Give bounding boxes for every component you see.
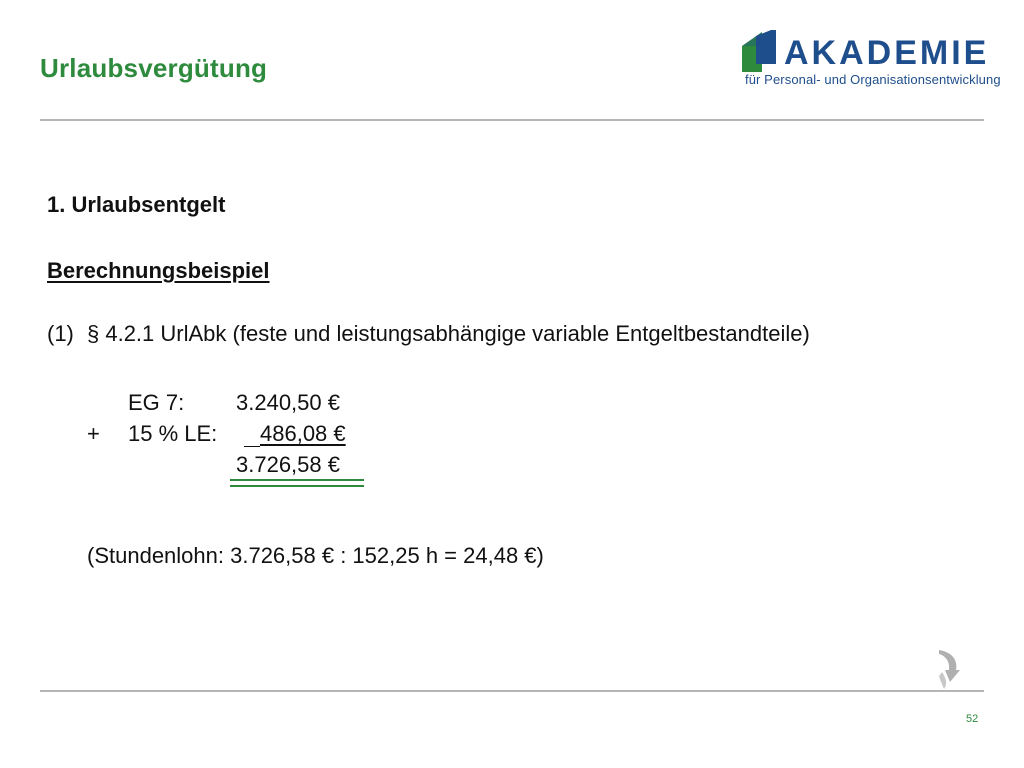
logo-subtitle: für Personal- und Organisationsentwicklung <box>745 72 1001 87</box>
logo-house-icon <box>742 30 776 72</box>
calc-row1-value: 3.240,50 € <box>236 390 340 415</box>
item-text: § 4.2.1 UrlAbk (feste und leistungsabhängige variable Entgeltbestandteile) <box>87 321 810 346</box>
underline-pad <box>244 424 260 447</box>
item-line <box>47 321 810 347</box>
calc-row2-value: 486,08 € <box>260 421 346 446</box>
slide-title: Urlaubsvergütung <box>40 53 268 83</box>
item-number: (1) <box>47 321 74 346</box>
sub-heading: Berechnungsbeispiel <box>47 258 270 283</box>
calc-row2-label: 15 % LE: <box>128 421 218 446</box>
hourly-wage-line: (Stundenlohn: 3.726,58 € : 152,25 h = 24,48 €) <box>87 543 544 568</box>
akademie-logo <box>742 30 1001 90</box>
calc-sum-value: 3.726,58 € <box>236 452 340 477</box>
calc-row1-label: EG 7: <box>128 390 185 415</box>
calc-plus-sign: + <box>87 421 100 446</box>
page-number: 52 <box>966 713 979 725</box>
sum-double-underline <box>230 479 364 487</box>
logo-wordmark: AKADEMIE <box>784 34 990 72</box>
bottom-divider <box>40 690 984 692</box>
calc-row2-value-wrapper <box>244 421 346 447</box>
curved-arrow-right-icon[interactable] <box>936 648 962 690</box>
section-heading: 1. Urlaubsentgelt <box>47 192 226 217</box>
top-divider <box>40 119 984 121</box>
